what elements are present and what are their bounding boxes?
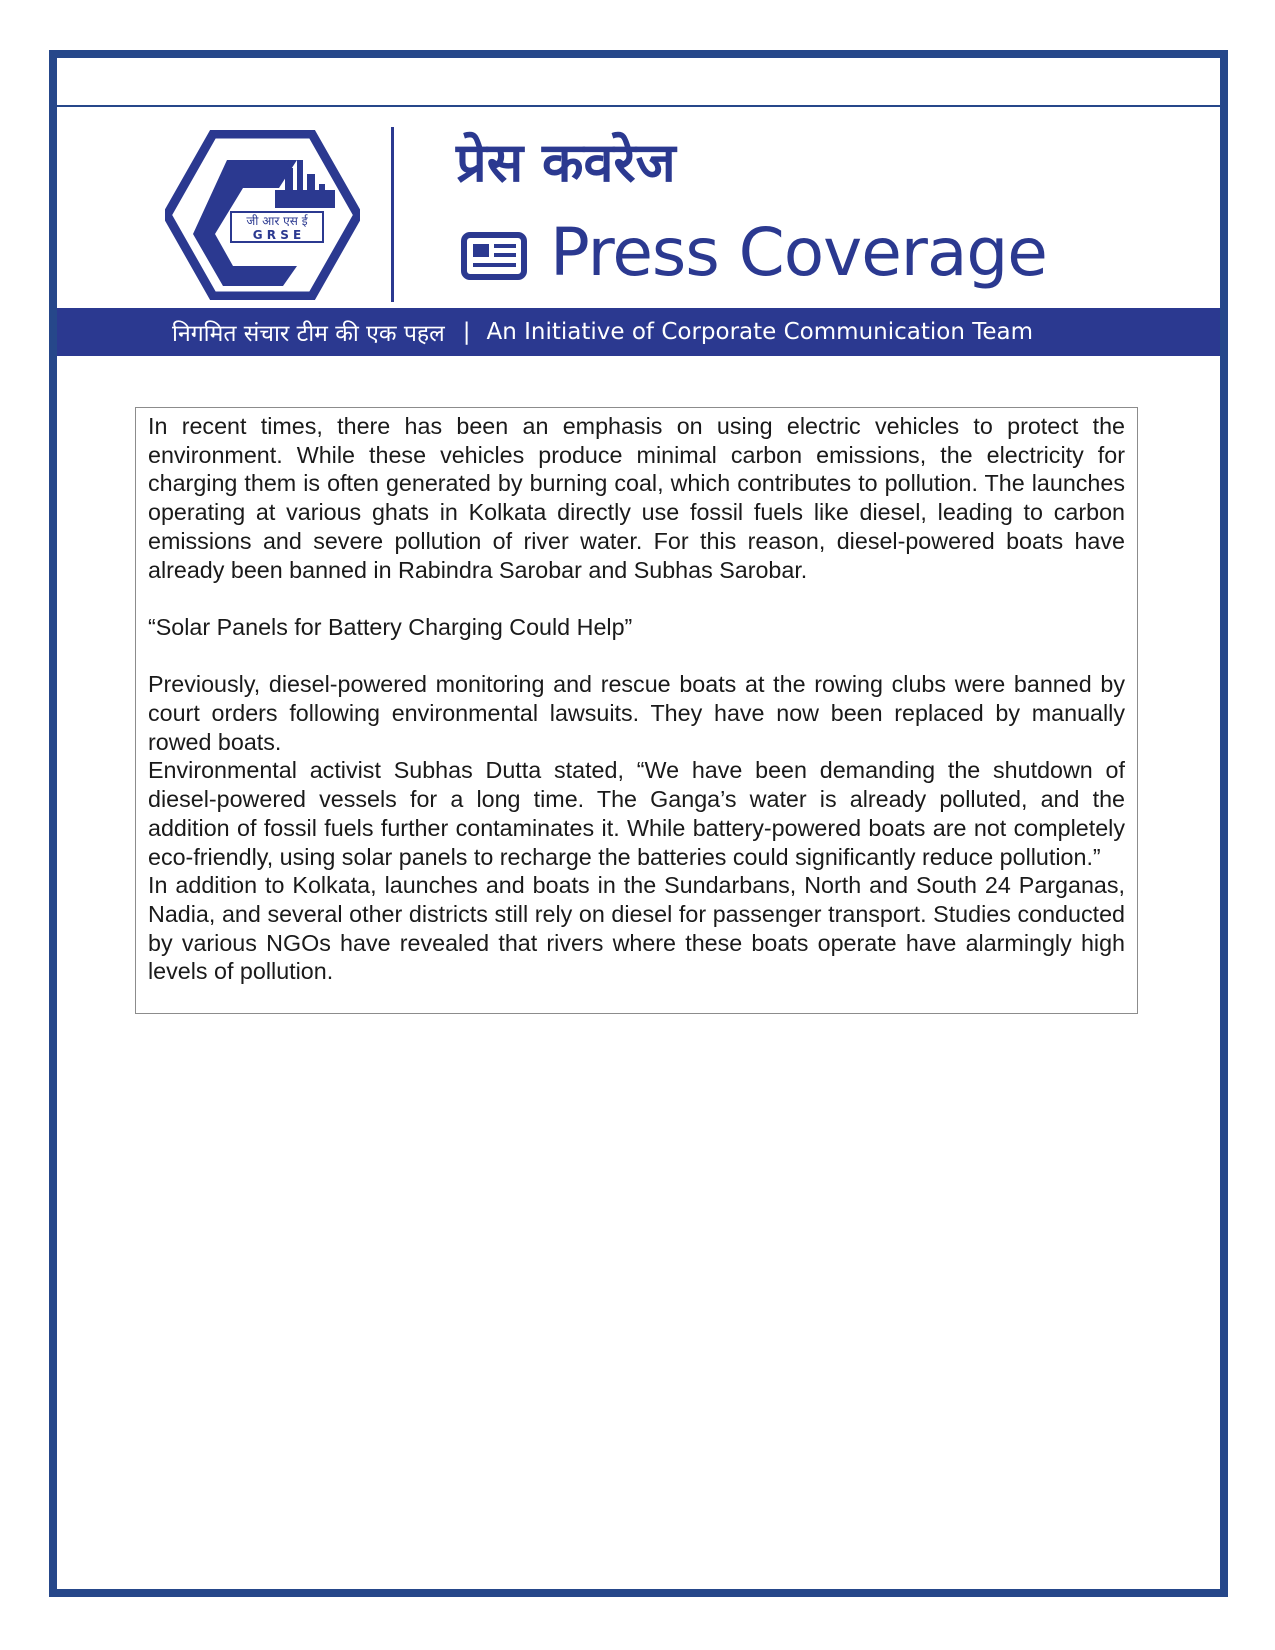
- article-paragraph: Environmental activist Subhas Dutta stated, “We have been demanding the shutdown of diesel-powered vessels for a long time. The Ganga’s water is already polluted, and the addition of fossil fuels further contaminates it. While battery-powered boats are not completely eco-friendly, using solar panels to recharge the batteries could significantly reduce pollution.”: [148, 757, 1125, 870]
- banner-english: An Initiative of Corporate Communication Team: [486, 319, 1034, 345]
- banner-hindi: निगमित संचार टीम की एक पहल: [172, 321, 445, 347]
- article-paragraph: In addition to Kolkata, launches and boats in the Sundarbans, North and South 24 Parganas, Nadia, and several other districts still rely on diesel for passenger transport. Studies conducted by various NGOs have revealed that rivers where these boats operate have alarmingly high levels of pollution.: [148, 872, 1125, 985]
- title-hindi: प्रेस कवरेज: [456, 131, 676, 194]
- banner-separator: |: [462, 319, 471, 345]
- article-paragraph: Previously, diesel-powered monitoring and rescue boats at the rowing clubs were banned by court orders following environmental lawsuits. They have now been replaced by manually rowed boats.: [148, 671, 1125, 755]
- newspaper-icon: [461, 232, 527, 280]
- article-subheading: “Solar Panels for Battery Charging Could Help”: [148, 613, 633, 640]
- article-paragraph: In recent times, there has been an emphasis on using electric vehicles to protect the environment. While these vehicles produce minimal carbon emissions, the electricity for charging them is often generated by burning coal, which contributes to pollution. The launches operating at various ghats in Kolkata directly use fossil fuels like diesel, leading to carbon emissions and severe pollution of river water. For this reason, diesel-powered boats have already been banned in Rabindra Sarobar and Subhas Sarobar.: [148, 413, 1125, 583]
- title-english: Press Coverage: [550, 214, 1047, 291]
- article-box: [135, 407, 1138, 1014]
- initiative-banner: [57, 308, 1220, 356]
- grse-logo: [165, 130, 360, 300]
- logo-text-english: G R S E: [252, 228, 302, 242]
- header-rule: [57, 105, 1220, 107]
- logo-text-hindi: जी आर एस ई: [246, 214, 308, 228]
- header-divider: [391, 127, 394, 302]
